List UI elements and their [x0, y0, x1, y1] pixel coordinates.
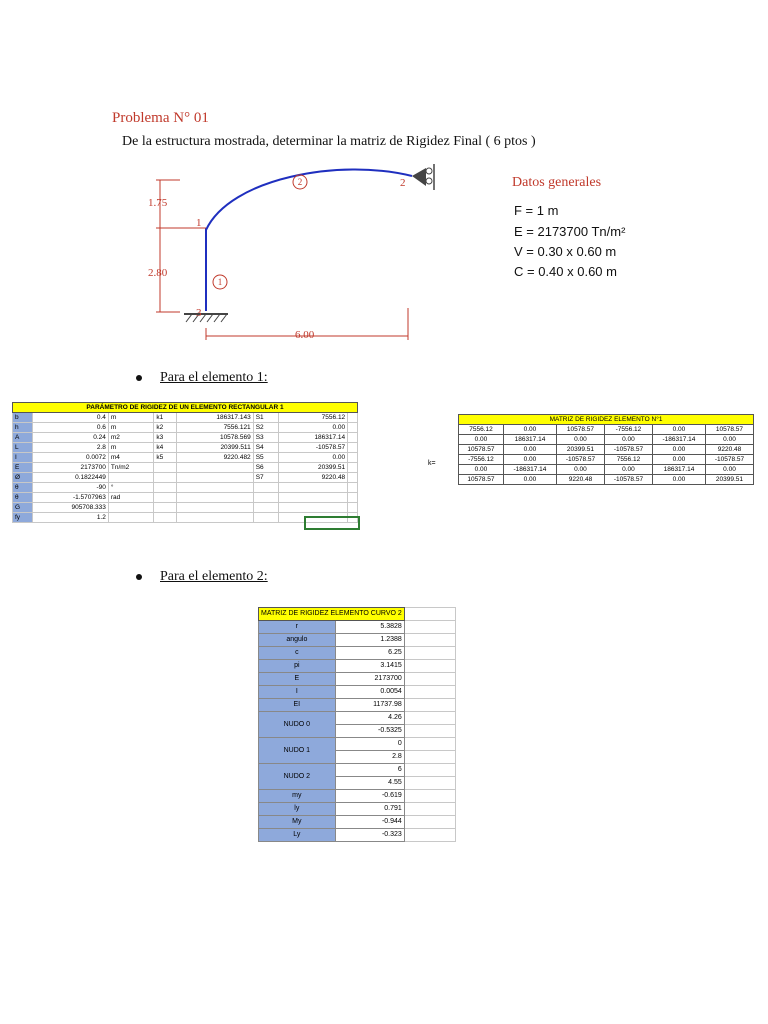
curved-value[interactable]: -0.619 [335, 790, 404, 803]
matrix-cell[interactable]: 0.00 [652, 425, 705, 435]
empty-cell[interactable] [404, 803, 455, 816]
k-value[interactable] [177, 493, 253, 503]
param-label[interactable]: L [13, 443, 33, 453]
s-value[interactable]: -10578.57 [278, 443, 347, 453]
curved-label[interactable]: EI [259, 699, 336, 712]
param-sheet [12, 402, 358, 523]
k-label[interactable] [154, 483, 177, 493]
curved-value[interactable]: 1.2388 [335, 634, 404, 647]
curved-sheet [258, 607, 456, 842]
s-value[interactable]: 7556.12 [278, 413, 347, 423]
matrix-cell[interactable]: 0.00 [652, 455, 705, 465]
param-label[interactable]: A [13, 433, 33, 443]
empty-cell[interactable] [404, 790, 455, 803]
curved-value[interactable]: 0.791 [335, 803, 404, 816]
param-row [13, 463, 358, 473]
k-value[interactable]: 9220.482 [177, 453, 253, 463]
k-value[interactable]: 7556.121 [177, 423, 253, 433]
empty-cell[interactable] [348, 483, 358, 493]
param-value[interactable]: 2.8 [32, 443, 108, 453]
curved-row [259, 634, 456, 647]
dato-c: C = 0.40 x 0.60 m [514, 264, 617, 279]
node-x-value[interactable]: 0 [335, 738, 404, 751]
matrix-row [459, 465, 754, 475]
matrix-row [459, 445, 754, 455]
matrix-cell[interactable]: -7556.12 [459, 455, 504, 465]
param-row [13, 453, 358, 463]
empty-cell[interactable] [348, 493, 358, 503]
node-1-label: 1 [196, 217, 202, 229]
curved-label[interactable]: angulo [259, 634, 336, 647]
empty-cell[interactable] [348, 503, 358, 513]
empty-cell[interactable] [404, 621, 455, 634]
k-value[interactable]: 20399.511 [177, 443, 253, 453]
param-unit[interactable] [108, 513, 153, 523]
empty-cell[interactable] [348, 413, 358, 423]
matrix-cell[interactable]: 7556.12 [604, 455, 652, 465]
matrix-cell[interactable]: 0.00 [503, 425, 556, 435]
curved-sheet-title: MATRIZ DE RIGIDEZ ELEMENTO CURVO 2 [259, 608, 405, 621]
param-unit[interactable]: m [108, 423, 153, 433]
empty-cell[interactable] [404, 725, 455, 738]
curved-row [259, 660, 456, 673]
matrix-cell[interactable]: 0.00 [705, 465, 753, 475]
s-label[interactable]: S5 [253, 453, 278, 463]
matrix-cell[interactable]: 0.00 [652, 445, 705, 455]
s-label[interactable]: S6 [253, 463, 278, 473]
node-row [259, 712, 456, 725]
matrix-cell[interactable]: 0.00 [503, 455, 556, 465]
param-label[interactable]: θ [13, 493, 33, 503]
arch-element-2 [206, 170, 412, 230]
s-label[interactable] [253, 503, 278, 513]
param-value[interactable]: 0.1822449 [32, 473, 108, 483]
s-label[interactable] [253, 493, 278, 503]
empty-cell[interactable] [404, 829, 455, 842]
curved-label[interactable]: ly [259, 803, 336, 816]
k-value[interactable] [177, 463, 253, 473]
empty-cell[interactable] [404, 634, 455, 647]
node-label[interactable]: NUDO 0 [259, 712, 336, 738]
s-value[interactable]: 186317.14 [278, 433, 347, 443]
k-value[interactable] [177, 483, 253, 493]
curved-row [259, 803, 456, 816]
k-label[interactable] [154, 463, 177, 473]
k-label[interactable]: k2 [154, 423, 177, 433]
matrix-cell[interactable]: 10578.57 [705, 425, 753, 435]
k-value[interactable] [177, 513, 253, 523]
param-value[interactable]: 905708.333 [32, 503, 108, 513]
matrix-cell[interactable]: -10578.57 [556, 455, 604, 465]
curved-label[interactable]: c [259, 647, 336, 660]
node-row [259, 738, 456, 751]
s-label[interactable]: S7 [253, 473, 278, 483]
matrix-cell[interactable]: 0.00 [459, 435, 504, 445]
matrix-cell[interactable]: 186317.14 [652, 465, 705, 475]
curved-row [259, 686, 456, 699]
node-y-value[interactable]: 2.8 [335, 751, 404, 764]
param-value[interactable]: 0.6 [32, 423, 108, 433]
matrix-cell[interactable]: -10578.57 [604, 475, 652, 485]
param-row [13, 413, 358, 423]
s-label[interactable]: S3 [253, 433, 278, 443]
param-unit[interactable]: m [108, 413, 153, 423]
param-unit[interactable] [108, 503, 153, 513]
k-label[interactable]: k4 [154, 443, 177, 453]
param-unit[interactable]: rad [108, 493, 153, 503]
matrix-cell[interactable]: 0.00 [705, 435, 753, 445]
dato-v: V = 0.30 x 0.60 m [514, 244, 617, 259]
s-value[interactable]: 9220.48 [278, 473, 347, 483]
param-unit[interactable]: Tn/m2 [108, 463, 153, 473]
dimension-lines [156, 180, 408, 340]
param-value[interactable]: 1.2 [32, 513, 108, 523]
matrix-cell[interactable]: 10578.57 [556, 425, 604, 435]
param-sheet-title: PARÁMETRO DE RIGIDEZ DE UN ELEMENTO RECTANGULAR 1 [13, 403, 358, 413]
matrix-cell[interactable]: 9220.48 [705, 445, 753, 455]
bullet-element-1-text: Para el elemento 1: [160, 370, 268, 385]
node-y-value[interactable]: -0.5325 [335, 725, 404, 738]
k-label[interactable] [154, 513, 177, 523]
curved-label[interactable]: I [259, 686, 336, 699]
empty-cell[interactable] [404, 712, 455, 725]
k-label[interactable] [154, 503, 177, 513]
param-row [13, 493, 358, 503]
dim-left-label: 2.80 [148, 267, 168, 279]
curved-value[interactable]: 2173700 [335, 673, 404, 686]
param-unit[interactable]: m [108, 443, 153, 453]
curved-label[interactable]: My [259, 816, 336, 829]
pin-support [412, 168, 426, 186]
matrix-cell[interactable]: -186317.14 [652, 435, 705, 445]
empty-cell[interactable] [404, 738, 455, 751]
matrix-row [459, 475, 754, 485]
k-value[interactable] [177, 473, 253, 483]
param-unit[interactable]: ° [108, 483, 153, 493]
matrix-cell[interactable]: -186317.14 [503, 465, 556, 475]
dim-bottom-label: 6.00 [295, 329, 315, 341]
curved-row [259, 647, 456, 660]
dato-f: F = 1 m [514, 203, 559, 218]
node-row [259, 764, 456, 777]
empty-cell[interactable] [404, 764, 455, 777]
param-value[interactable]: -90 [32, 483, 108, 493]
matrix-cell[interactable]: 0.00 [604, 435, 652, 445]
k-value[interactable]: 10578.569 [177, 433, 253, 443]
matrix-cell[interactable]: 0.00 [459, 465, 504, 475]
curved-row [259, 790, 456, 803]
empty-cell[interactable] [348, 423, 358, 433]
problem-title: Problema N° 01 [112, 110, 209, 126]
matrix-cell[interactable]: 20399.51 [705, 475, 753, 485]
s-label[interactable] [253, 513, 278, 523]
node-label[interactable]: NUDO 1 [259, 738, 336, 764]
node-y-value[interactable]: 4.55 [335, 777, 404, 790]
curved-row [259, 621, 456, 634]
curved-row [259, 699, 456, 712]
bullet-element-2 [136, 569, 268, 585]
matrix-cell[interactable]: 20399.51 [556, 445, 604, 455]
matrix-cell[interactable]: -7556.12 [604, 425, 652, 435]
matrix-row [459, 425, 754, 435]
curved-label[interactable]: pi [259, 660, 336, 673]
empty-cell[interactable] [404, 647, 455, 660]
empty-cell[interactable] [404, 816, 455, 829]
matrix-k-label: k= [428, 460, 436, 467]
empty-cell[interactable] [404, 673, 455, 686]
matrix-row [459, 435, 754, 445]
matrix-cell[interactable]: -10578.57 [604, 445, 652, 455]
k-value[interactable] [177, 503, 253, 513]
matrix-title: MATRIZ DE RIGIDEZ ELEMENTO N°1 [459, 415, 754, 425]
datos-title: Datos generales [512, 175, 602, 190]
node-x-value[interactable]: 6 [335, 764, 404, 777]
k-value[interactable]: 186317.143 [177, 413, 253, 423]
matrix-cell[interactable]: 0.00 [604, 465, 652, 475]
structure-figure [140, 158, 450, 350]
curved-value[interactable]: -0.944 [335, 816, 404, 829]
s-label[interactable]: S2 [253, 423, 278, 433]
s-value[interactable] [278, 503, 347, 513]
matrix-cell[interactable]: 0.00 [503, 475, 556, 485]
matrix-sheet [458, 414, 754, 485]
elem-2-label: 2 [297, 177, 303, 187]
empty-cell[interactable] [348, 433, 358, 443]
fixed-support-hatch [186, 314, 227, 322]
curved-value[interactable]: 6.25 [335, 647, 404, 660]
param-unit[interactable]: m2 [108, 433, 153, 443]
matrix-cell[interactable]: 7556.12 [459, 425, 504, 435]
matrix-cell[interactable]: 0.00 [556, 465, 604, 475]
k-label[interactable] [154, 473, 177, 483]
param-value[interactable]: -1.5707963 [32, 493, 108, 503]
matrix-cell[interactable]: 0.00 [556, 435, 604, 445]
param-row [13, 433, 358, 443]
param-row [13, 423, 358, 433]
matrix-cell[interactable]: 10578.57 [459, 475, 504, 485]
bullet-element-2-text: Para el elemento 2: [160, 569, 268, 584]
param-row [13, 443, 358, 453]
param-row [13, 483, 358, 493]
curved-value[interactable]: -0.323 [335, 829, 404, 842]
curved-row [259, 816, 456, 829]
empty-cell[interactable] [348, 473, 358, 483]
param-label[interactable]: fy [13, 513, 33, 523]
param-label[interactable]: h [13, 423, 33, 433]
k-label[interactable] [154, 493, 177, 503]
node-label[interactable]: NUDO 2 [259, 764, 336, 790]
param-value[interactable]: 0.24 [32, 433, 108, 443]
matrix-cell[interactable]: 186317.14 [503, 435, 556, 445]
empty-cell[interactable] [348, 463, 358, 473]
empty-cell[interactable] [404, 686, 455, 699]
param-value[interactable]: 0.0072 [32, 453, 108, 463]
curved-value[interactable]: 3.1415 [335, 660, 404, 673]
matrix-row [459, 455, 754, 465]
empty-cell[interactable] [404, 777, 455, 790]
dato-e: E = 2173700 Tn/m² [514, 224, 626, 239]
param-unit[interactable] [108, 473, 153, 483]
problem-statement: De la estructura mostrada, determinar la matriz de Rigidez Final ( 6 ptos ) [122, 134, 536, 149]
param-label[interactable]: E [13, 463, 33, 473]
curved-row [259, 829, 456, 842]
matrix-cell[interactable]: 0.00 [503, 445, 556, 455]
param-row [13, 473, 358, 483]
matrix-cell[interactable]: 0.00 [652, 475, 705, 485]
k-label[interactable]: k3 [154, 433, 177, 443]
dim-top-label: 1.75 [148, 197, 168, 209]
param-label[interactable]: b [13, 413, 33, 423]
empty-cell[interactable] [404, 699, 455, 712]
elem-1-label: 1 [217, 277, 223, 287]
bullet-element-1 [136, 370, 268, 386]
param-label[interactable]: I [13, 453, 33, 463]
param-label[interactable]: Ø [13, 473, 33, 483]
param-row [13, 503, 358, 513]
empty-cell[interactable] [404, 660, 455, 673]
curved-label[interactable]: r [259, 621, 336, 634]
curved-value[interactable]: 5.3828 [335, 621, 404, 634]
param-unit[interactable]: m4 [108, 453, 153, 463]
s-value[interactable]: 20399.51 [278, 463, 347, 473]
matrix-cell[interactable]: 10578.57 [459, 445, 504, 455]
s-value[interactable] [278, 483, 347, 493]
curved-value[interactable]: 11737.98 [335, 699, 404, 712]
node-x-value[interactable]: 4.26 [335, 712, 404, 725]
curved-value[interactable]: 0.0054 [335, 686, 404, 699]
param-value[interactable]: 0.4 [32, 413, 108, 423]
s-value[interactable]: 0.00 [278, 423, 347, 433]
param-label[interactable]: θ [13, 483, 33, 493]
k-label[interactable]: k5 [154, 453, 177, 463]
matrix-cell[interactable]: -10578.57 [705, 455, 753, 465]
node-3-label: 3 [196, 307, 202, 319]
curved-label[interactable]: Ly [259, 829, 336, 842]
selected-cell[interactable] [304, 516, 360, 530]
empty-cell[interactable] [348, 453, 358, 463]
empty-cell[interactable] [404, 751, 455, 764]
node-2-label: 2 [400, 177, 406, 189]
s-value[interactable]: 0.00 [278, 453, 347, 463]
s-label[interactable] [253, 483, 278, 493]
curved-label[interactable]: my [259, 790, 336, 803]
curved-row [259, 673, 456, 686]
empty-cell[interactable] [348, 443, 358, 453]
s-value[interactable] [278, 493, 347, 503]
matrix-cell[interactable]: 9220.48 [556, 475, 604, 485]
curved-label[interactable]: E [259, 673, 336, 686]
s-label[interactable]: S4 [253, 443, 278, 453]
k-label[interactable]: k1 [154, 413, 177, 423]
s-label[interactable]: S1 [253, 413, 278, 423]
param-label[interactable]: G [13, 503, 33, 513]
param-value[interactable]: 2173700 [32, 463, 108, 473]
